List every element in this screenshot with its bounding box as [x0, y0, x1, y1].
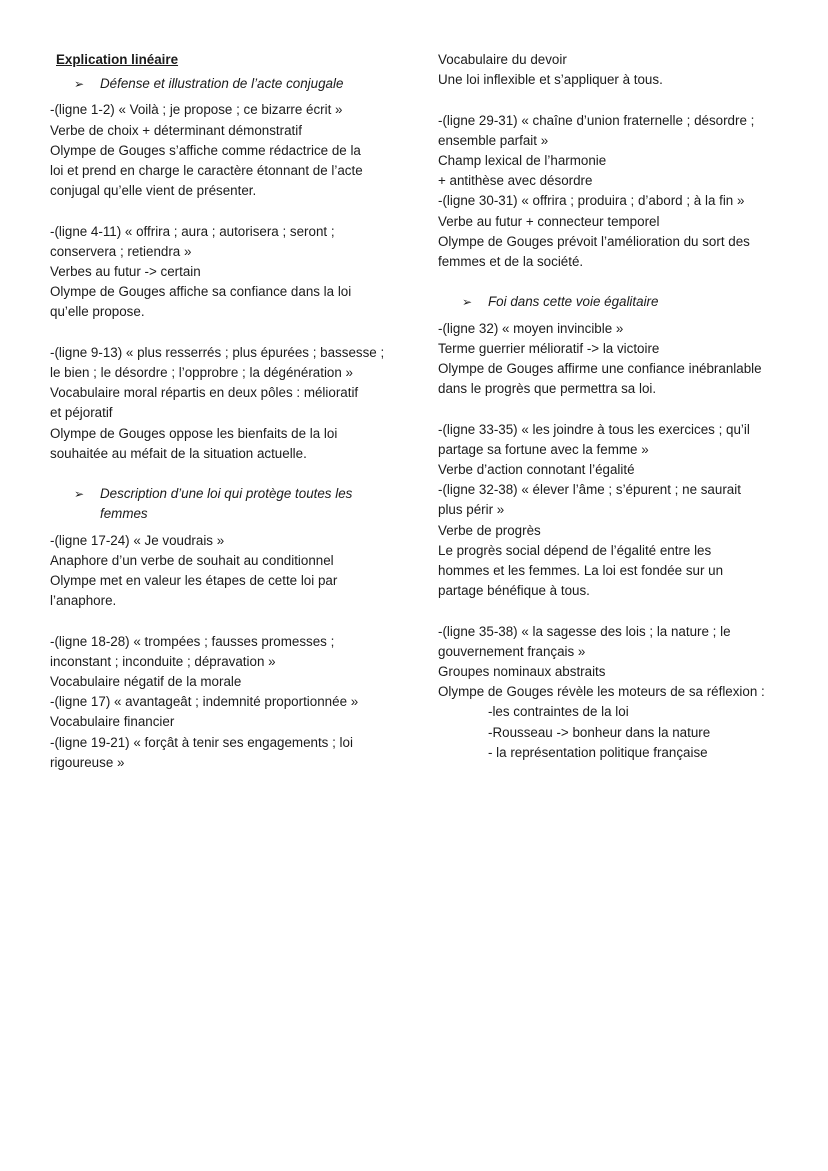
text-line: Olympe de Gouges prévoit l’amélioration du sort des	[438, 233, 750, 249]
text-line: hommes et les femmes. La loi est fondée sur un	[438, 563, 724, 579]
section-heading-text: femmes	[100, 506, 148, 522]
arrow-bullet-icon: ➢	[74, 487, 85, 502]
text-line: -(ligne 35-38) « la sagesse des lois ; la nature ; le	[438, 623, 731, 639]
text-line: -(ligne 29-31) « chaîne d’union fraternelle ; désordre ;	[438, 112, 755, 128]
section-heading-foi	[438, 292, 788, 312]
text-line: souhaitée au méfait de la situation actuelle.	[50, 445, 307, 461]
section-heading-description	[50, 484, 400, 524]
text-line: -(ligne 4-11) « offrira ; aura ; autorisera ; seront ;	[50, 223, 335, 239]
text-line: Verbes au futur -> certain	[50, 264, 201, 280]
analysis-block	[438, 622, 788, 703]
text-line: inconstant ; inconduite ; dépravation »	[50, 653, 276, 669]
analysis-block	[50, 100, 400, 201]
text-line: -(ligne 17) « avantageât ; indemnité proportionnée »	[50, 694, 359, 710]
text-line: le bien ; le désordre ; l’opprobre ; la dégénération »	[50, 365, 353, 381]
analysis-block	[438, 50, 788, 90]
text-line: et péjoratif	[50, 405, 113, 421]
text-line: rigoureuse »	[50, 754, 125, 770]
text-line: Olympe met en valeur les étapes de cette loi par	[50, 573, 338, 589]
text-line: Terme guerrier mélioratif -> la victoire	[438, 340, 660, 356]
text-line: Olympe de Gouges affiche sa confiance dans la loi	[50, 284, 352, 300]
text-line: conjugal qu’elle vient de présenter.	[50, 183, 257, 199]
text-line: Champ lexical de l’harmonie	[438, 153, 607, 168]
text-line: Olympe de Gouges s’affiche comme rédactrice de la	[50, 142, 361, 158]
text-line: partage bénéfique à tous.	[438, 583, 590, 599]
text-line: Olympe de Gouges oppose les bienfaits de la loi	[50, 425, 338, 441]
text-line: gouvernement français »	[438, 643, 586, 659]
text-line: -(ligne 32) « moyen invincible »	[438, 320, 624, 336]
text-line: femmes et de la société.	[438, 254, 584, 270]
text-line: -(ligne 30-31) « offrira ; produira ; d’abord ; à la fin »	[438, 193, 745, 209]
text-line: Verbe d’action connotant l’égalité	[438, 462, 635, 478]
text-line: partage sa fortune avec la femme »	[438, 441, 649, 457]
text-line: Verbe de progrès	[438, 522, 541, 538]
text-line: l’anaphore.	[50, 593, 117, 609]
section-heading-defense	[50, 74, 400, 94]
list-item: -Rousseau -> bonheur dans la nature	[488, 724, 711, 740]
analysis-block	[50, 632, 400, 773]
text-line: Une loi inflexible et s’appliquer à tous.	[438, 72, 663, 88]
text-line: Vocabulaire moral répartis en deux pôles : mélioratif	[50, 385, 359, 401]
text-line: plus périr »	[438, 502, 505, 518]
text-line: Vocabulaire du devoir	[438, 52, 567, 67]
text-line: Vocabulaire financier	[50, 714, 175, 730]
list-item: -les contraintes de la loi	[488, 704, 629, 720]
text-line: conservera ; retiendra »	[50, 243, 192, 259]
text-line: Anaphore d’un verbe de souhait au conditionnel	[50, 552, 334, 568]
text-line: Groupes nominaux abstraits	[438, 664, 606, 680]
text-line: dans le progrès que permettra sa loi.	[438, 381, 657, 397]
list-item: - la représentation politique française	[488, 744, 708, 760]
analysis-block	[438, 319, 788, 400]
text-line: -(ligne 19-21) « forçât à tenir ses engagements ; loi	[50, 734, 353, 750]
analysis-block	[438, 420, 788, 602]
text-line: -(ligne 17-24) « Je voudrais »	[50, 532, 225, 548]
text-line: Vocabulaire négatif de la morale	[50, 674, 242, 690]
left-column	[50, 50, 400, 773]
text-line: -(ligne 1-2) « Voilà ; je propose ; ce bizarre écrit »	[50, 102, 343, 118]
arrow-bullet-icon: ➢	[462, 295, 473, 310]
analysis-block	[50, 343, 400, 464]
text-line: Le progrès social dépend de l’égalité entre les	[438, 542, 712, 558]
text-line: -(ligne 33-35) « les joindre à tous les exercices ; qu’il	[438, 421, 750, 437]
arrow-bullet-icon: ➢	[74, 77, 85, 92]
section-heading-text: Défense et illustration de l’acte conjugale	[100, 76, 344, 92]
document-title: Explication linéaire	[56, 52, 179, 67]
text-line: ensemble parfait »	[438, 132, 549, 148]
text-line: -(ligne 32-38) « élever l’âme ; s’épurent ; ne saurait	[438, 482, 741, 498]
text-line: -(ligne 18-28) « trompées ; fausses promesses ;	[50, 633, 335, 649]
section-heading-text: Foi dans cette voie égalitaire	[488, 294, 659, 310]
text-line: Olympe de Gouges révèle les moteurs de sa réflexion :	[438, 684, 765, 700]
text-line: qu’elle propose.	[50, 304, 145, 320]
text-line: loi et prend en charge le caractère étonnant de l’acte	[50, 163, 363, 179]
text-line: Verbe de choix + déterminant démonstratif	[50, 122, 302, 138]
text-line: -(ligne 9-13) « plus resserrés ; plus épurées ; bassesse ;	[50, 344, 385, 360]
text-line: + antithèse avec désordre	[438, 173, 593, 189]
analysis-block	[50, 222, 400, 323]
analysis-block	[50, 531, 400, 612]
text-line: Verbe au futur + connecteur temporel	[438, 213, 660, 229]
right-column	[438, 50, 788, 763]
text-line: Olympe de Gouges affirme une confiance inébranlable	[438, 361, 762, 377]
analysis-block	[438, 111, 788, 273]
indented-list	[438, 702, 788, 763]
section-heading-text: Description d’une loi qui protège toutes les	[100, 486, 353, 502]
